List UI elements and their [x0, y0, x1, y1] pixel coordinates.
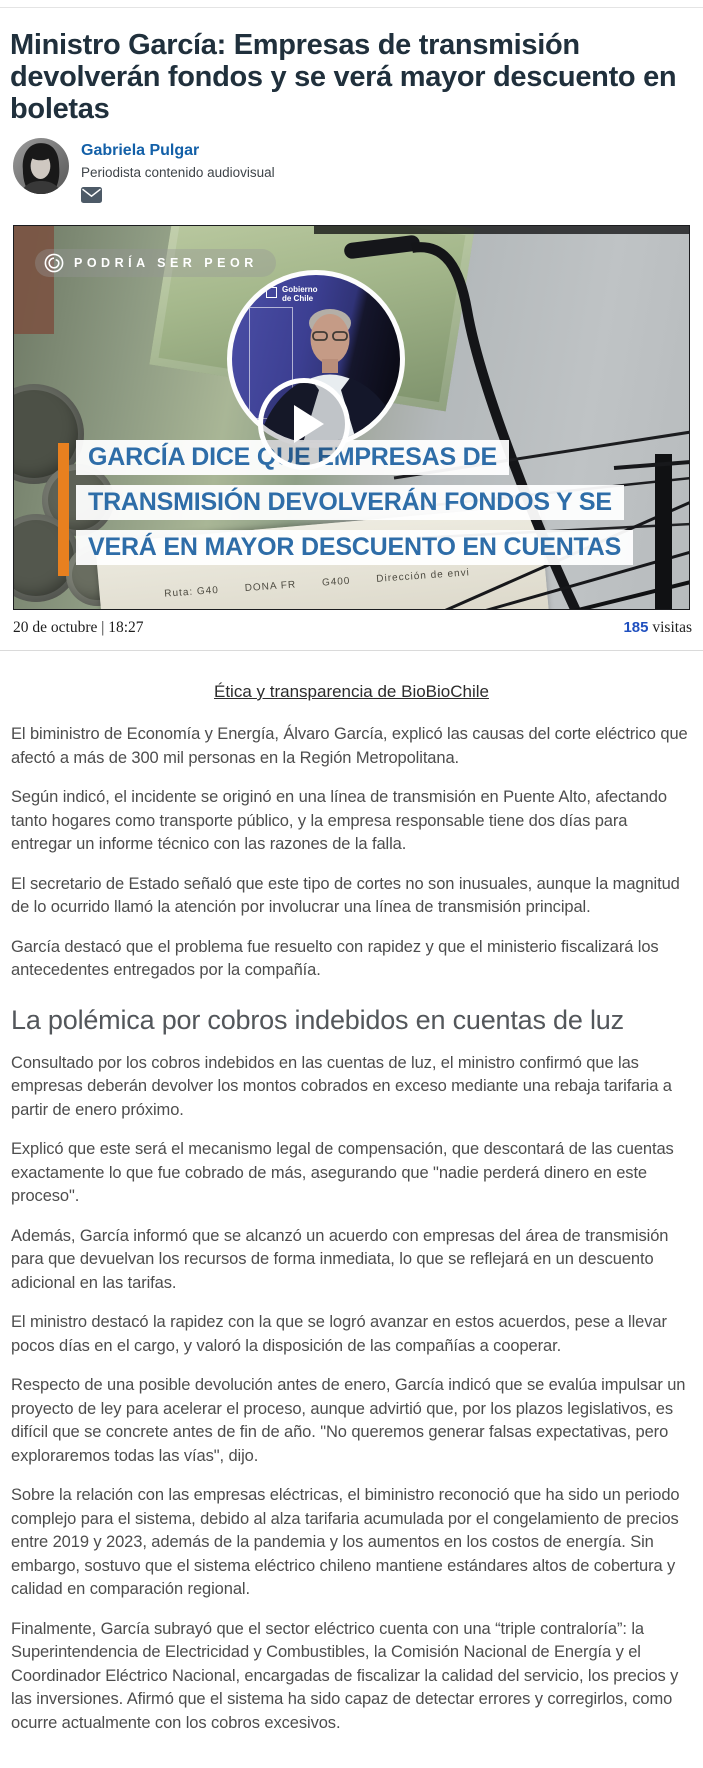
article-section: [11, 1052, 692, 1736]
views-label: visitas: [652, 619, 692, 636]
article-paragraph: Además, García informó que se alcanzó un acuerdo con empresas del área de transmisión para que devuelvan los recursos de forma inmediata, lo que se reflejará en un descuento adicional en las tarifas.: [11, 1226, 669, 1292]
article-paragraph: Respecto de una posible devolución antes de enero, García indicó que se evalúa impulsar un proyecto de ley para acelerar el proceso, aunque advirtió que, por los plazos legislativos, es difícil que se concrete antes de fin de año. "No queremos generar falsas expectativas, pero exploraremos todas las vías", dijo.: [11, 1376, 686, 1465]
envelope-label: Ruta: G40: [163, 584, 220, 600]
author-block: [13, 138, 693, 208]
caption-lines: [76, 440, 633, 565]
article-meta: [13, 619, 692, 637]
show-brand-badge: [35, 249, 276, 277]
video-lower-third: [58, 440, 633, 575]
article-paragraph: El ministro destacó la rapidez con la que se logró avanzar en estos acuerdos, pese a llevar pocos días en el cargo, y valoró la disposición de las compañías a cooperar.: [11, 1313, 667, 1355]
caption-line: VERÁ EN MAYOR DESCUENTO EN CUENTAS: [76, 530, 633, 565]
avatar[interactable]: [13, 138, 69, 194]
page-title: Ministro García: Empresas de transmisión devolverán fondos y se verá mayor descuento en boletas: [10, 29, 677, 125]
article-paragraph: Finalmente, García subrayó que el sector eléctrico cuenta con una “triple contraloría”: la Superintendencia de Electricidad y Combustibles, la Comisión Nacional de Energía y el Coordinador Eléctrico Nacional, encargadas de fiscalizar la calidad del servicio, los precios y las inversiones. Afirmó que el sistema ha sido capaz de detectar errores y corregirlos, como ocurre actualmente con los cobros excesivos.: [11, 1619, 679, 1732]
envelope-label: DONA FR: [244, 579, 297, 595]
content-divider: [0, 650, 703, 651]
gobierno-logo-text: Gobierno de Chile: [282, 285, 318, 303]
article-intro: [11, 723, 692, 983]
article-paragraph: Según indicó, el incidente se originó en una línea de transmisión en Puente Alto, afectando tanto hogares como transporte público, y la empresa responsable tiene dos días para entregar un informe técnico con las razones de la falla.: [11, 788, 667, 853]
biobio-spiral-icon: [44, 253, 64, 273]
ethics-link-row: [0, 682, 703, 702]
ethics-transparency-link[interactable]: Ética y transparencia de BioBioChile: [214, 682, 489, 701]
author-name-link[interactable]: Gabriela Pulgar: [81, 142, 200, 159]
article-paragraph: El biministro de Economía y Energía, Álvaro García, explicó las causas del corte eléctrico que afectó a más de 300 mil personas en la Región Metropolitana.: [11, 725, 688, 767]
article-paragraph: Explicó que este será el mecanismo legal de compensación, que descontará de las cuentas exactamente lo que fue cobrado de más, asegurando que "nadie perderá dinero en este proceso".: [11, 1140, 674, 1205]
section-subheading: La polémica por cobros indebidos en cuentas de luz: [11, 1004, 624, 1035]
envelope-label: Dirección de envi: [375, 567, 471, 585]
article-paragraph: García destacó que el problema fue resuelto con rapidez y que el ministerio fiscalizará los antecedentes entregados por la compañía.: [11, 937, 659, 979]
article-body: [11, 723, 692, 1735]
article-paragraph: El secretario de Estado señaló que este tipo de cortes no son inusuales, aunque la magnitud de lo ocurrido llamó la atención por involucrar una línea de transmisión principal.: [11, 874, 680, 916]
views-counter: [623, 619, 692, 637]
caption-accent-bar: [58, 443, 69, 576]
article-paragraph: Consultado por los cobros indebidos en las cuentas de luz, el ministro confirmó que las empresas deberán devolver los montos cobrados en exceso mediante una rebaja tarifaria a partir de enero próximo.: [11, 1053, 672, 1119]
author-role: Periodista contenido audiovisual: [81, 165, 275, 180]
caption-line: GARCÍA DICE QUE EMPRESAS DE: [76, 440, 509, 475]
show-brand-label: PODRÍA SER PEOR: [74, 256, 258, 270]
play-button[interactable]: [258, 378, 350, 470]
play-icon: [294, 405, 324, 443]
email-icon[interactable]: [81, 187, 102, 203]
views-count: 185: [623, 619, 649, 636]
avatar-portrait: [13, 138, 69, 194]
article-paragraph: Sobre la relación con las empresas eléctricas, el biministro reconoció que ha sido un periodo complejo para el sistema, debido al alza tarifaria acumulada por el congelamiento de precios entre 2019 y 2023, además de la pandemia y los aumentos en los costos de energía. Sin embargo, sostuvo que el sistema eléctrico chileno mantiene estándares altos de cobertura y calidad en comparación regional.: [11, 1486, 680, 1598]
caption-line: TRANSMISIÓN DEVOLVERÁN FONDOS Y SE: [76, 485, 624, 520]
envelope-label: G400: [321, 575, 351, 589]
publish-date: 20 de octubre | 18:27: [13, 619, 144, 636]
top-divider: [0, 0, 703, 8]
video-player[interactable]: [13, 225, 690, 610]
